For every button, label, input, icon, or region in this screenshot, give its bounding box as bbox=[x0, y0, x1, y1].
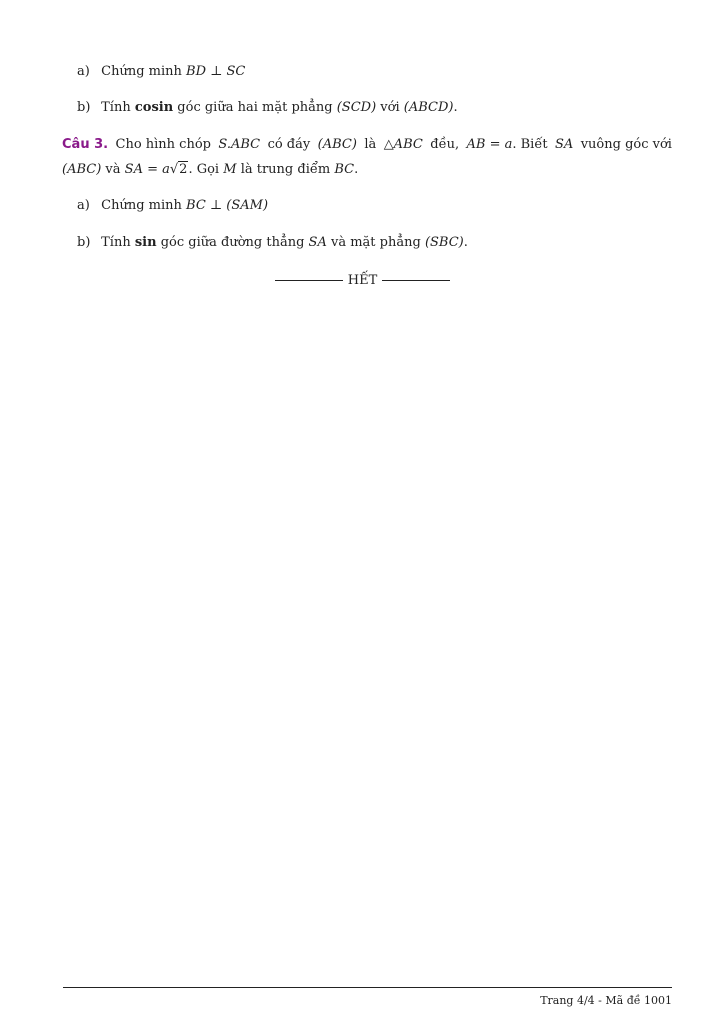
question-text: có đáy bbox=[267, 137, 311, 152]
question-3-line-2 bbox=[62, 161, 358, 179]
math-expression: S.ABC bbox=[218, 137, 261, 152]
end-rule-right bbox=[382, 280, 450, 281]
sqrt-radicand: 2 bbox=[179, 162, 188, 177]
part-text: góc giữa đường thẳng bbox=[160, 235, 305, 250]
question-text: đều, bbox=[430, 137, 460, 152]
question-text: và bbox=[105, 162, 121, 177]
keyword-cosin: cosin bbox=[134, 100, 174, 115]
math-expression: SA = a bbox=[124, 162, 170, 177]
end-marker bbox=[0, 272, 725, 290]
math-expression: (SBC) bbox=[424, 235, 464, 250]
part-text: với bbox=[380, 100, 400, 115]
math-expression: SA bbox=[308, 235, 327, 250]
part-text: Chứng minh bbox=[101, 64, 182, 79]
math-expression: AB = a bbox=[466, 137, 513, 152]
footer-divider bbox=[63, 987, 672, 988]
part-text: góc giữa hai mặt phẳng bbox=[177, 100, 333, 115]
math-expression: △ABC bbox=[383, 137, 423, 152]
question-text: . Gọi bbox=[188, 162, 220, 177]
question-text: vuông góc với bbox=[580, 137, 672, 152]
question-3-part-a bbox=[77, 197, 268, 215]
end-rule-left bbox=[275, 280, 343, 281]
part-label: b) bbox=[77, 235, 91, 250]
question-text: . Biết bbox=[512, 137, 548, 152]
math-expression: BD ⊥ SC bbox=[186, 64, 246, 79]
punctuation: . bbox=[354, 162, 359, 177]
punctuation: . bbox=[453, 100, 458, 115]
page-footer: Trang 4/4 - Mã đề 1001 bbox=[540, 994, 672, 1007]
math-expression: (ABC) bbox=[317, 137, 357, 152]
part-text: Tính bbox=[101, 235, 131, 250]
math-expression: M bbox=[223, 162, 237, 177]
question-label: Câu 3. bbox=[62, 137, 109, 152]
punctuation: . bbox=[463, 235, 468, 250]
keyword-sin: sin bbox=[134, 235, 157, 250]
question-text: Cho hình chóp bbox=[115, 137, 211, 152]
question-part-b-prev bbox=[77, 99, 458, 117]
question-text: là trung điểm bbox=[240, 162, 331, 177]
part-text: và mặt phẳng bbox=[330, 235, 421, 250]
question-3-part-b bbox=[77, 234, 468, 252]
question-3-line-1 bbox=[62, 136, 672, 154]
math-expression: (SCD) bbox=[336, 100, 377, 115]
math-expression: (ABC) bbox=[62, 162, 102, 177]
part-label: a) bbox=[77, 198, 90, 213]
math-expression: SA bbox=[554, 137, 574, 152]
math-expression: BC bbox=[334, 162, 355, 177]
math-expression: BC ⊥ (SAM) bbox=[186, 198, 269, 213]
sqrt-expression: √2 bbox=[169, 162, 188, 177]
part-text: Tính bbox=[101, 100, 131, 115]
question-part-a-prev bbox=[77, 63, 245, 81]
question-text: là bbox=[364, 137, 377, 152]
part-label: b) bbox=[77, 100, 91, 115]
end-marker-text: HẾT bbox=[347, 273, 378, 288]
part-label: a) bbox=[77, 64, 90, 79]
math-expression: (ABCD) bbox=[403, 100, 454, 115]
part-text: Chứng minh bbox=[101, 198, 182, 213]
